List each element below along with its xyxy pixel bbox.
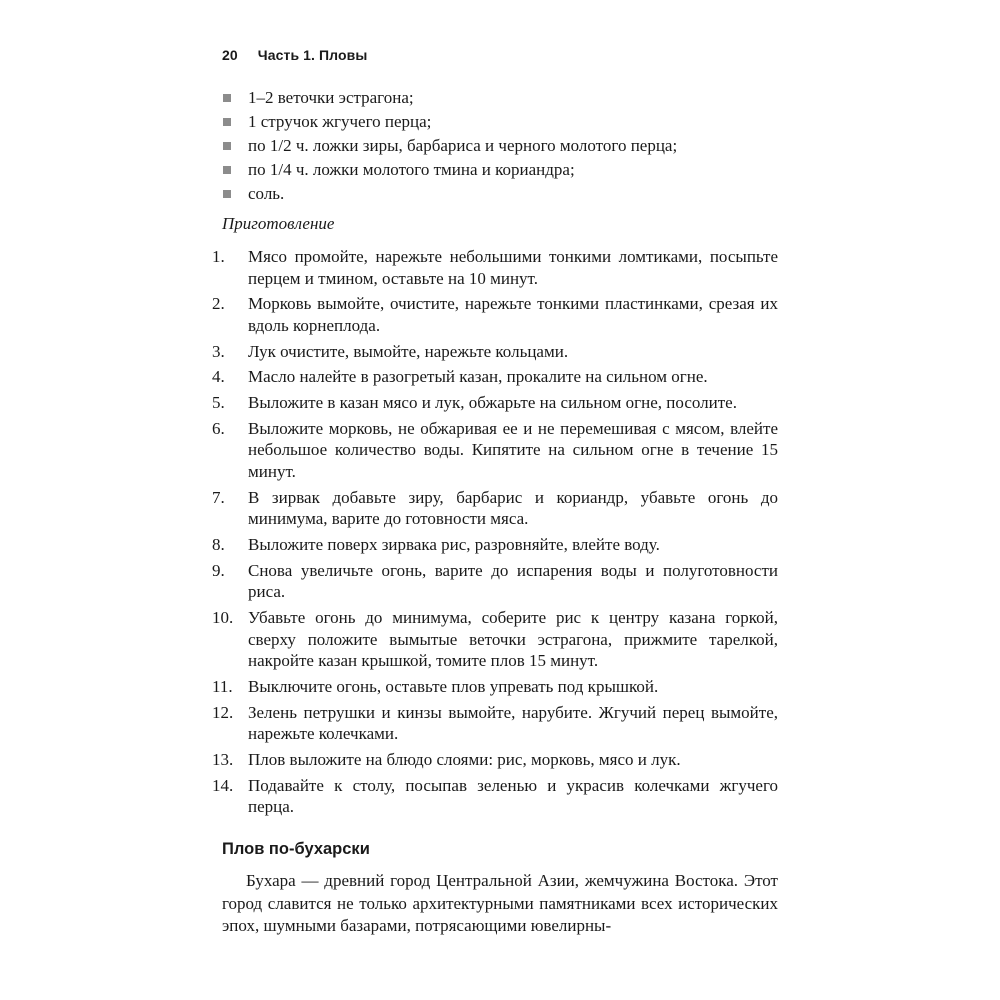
section-paragraph: Бухара — древний город Центральной Азии, жемчужина Востока. Этот город славится не только архитектурными памятниками всех исторических эпох, шумными базарами, потрясающими ювелирны- — [222, 871, 778, 935]
ingredient-item: соль. — [222, 182, 782, 206]
step-text: Выложите поверх зирвака рис, разровняйте, влейте воду. — [248, 535, 660, 555]
step-text: В зирвак добавьте зиру, барбарис и кориандр, убавьте огонь до минимума, варите до готовности мяса. — [248, 487, 778, 529]
step-text: Снова увеличьте огонь, варите до испарения воды и полуготовности риса. — [248, 560, 778, 602]
step-item — [212, 487, 778, 530]
bullet-square-icon — [223, 94, 231, 102]
step-text: Выложите морковь, не обжаривая ее и не перемешивая с мясом, влейте небольшое количество воды. Кипятите на сильном огне в течение 15 минут. — [248, 418, 778, 481]
bullet-square-icon — [223, 190, 231, 198]
step-text: Лук очистите, вымойте, нарежьте кольцами. — [248, 341, 569, 361]
ingredient-item: 1–2 веточки эстрагона; — [222, 86, 782, 110]
ingredient-list — [222, 86, 782, 206]
step-text: Подавайте к столу, посыпав зеленью и украсив колечками жгучего перца. — [248, 775, 778, 817]
step-number: 10. — [212, 608, 234, 628]
step-text: Мясо промойте, нарежьте небольшими тонкими ломтиками, посыпьте перцем и тмином, оставьте на 10 минут. — [248, 247, 778, 288]
bullet-square-icon — [223, 166, 231, 174]
bullet-square-icon — [223, 118, 231, 126]
step-text: Выложите в казан мясо и лук, обжарьте на сильном огне, посолите. — [248, 393, 737, 413]
step-item — [212, 418, 778, 483]
step-item — [212, 293, 778, 336]
preparation-heading: Приготовление — [222, 214, 335, 233]
step-item — [212, 366, 778, 388]
step-number: 2. — [212, 294, 225, 314]
ingredient-item: по 1/2 ч. ложки зиры, барбариса и черного молотого перца; — [222, 134, 782, 158]
ingredient-item: по 1/4 ч. ложки молотого тмина и кориандра; — [222, 158, 782, 182]
step-number: 5. — [212, 393, 225, 413]
step-text: Плов выложите на блюдо слоями: рис, морковь, мясо и лук. — [248, 750, 681, 770]
bullet-square-icon — [223, 142, 231, 150]
ingredient-item: 1 стручок жгучего перца; — [222, 110, 782, 134]
running-title: Часть 1. Пловы — [257, 47, 368, 63]
step-text: Зелень петрушки и кинзы вымойте, нарубите. Жгучий перец вымойте, нарежьте колечками. — [248, 702, 778, 744]
step-item — [212, 749, 778, 771]
step-text: Масло налейте в разогретый казан, прокалите на сильном огне. — [248, 367, 708, 387]
step-item — [212, 676, 778, 698]
preparation-steps — [212, 246, 778, 822]
step-number: 3. — [212, 341, 225, 361]
section-title: Плов по-бухарски — [222, 840, 370, 858]
step-number: 13. — [212, 750, 234, 770]
step-number: 4. — [212, 367, 225, 387]
running-header — [222, 47, 367, 63]
step-number: 1. — [212, 247, 225, 266]
step-item — [212, 560, 778, 603]
step-text: Выключите огонь, оставьте плов упревать под крышкой. — [248, 676, 659, 696]
step-number: 7. — [212, 487, 225, 507]
step-text: Морковь вымойте, очистите, нарежьте тонкими пластинками, срезая их вдоль корнеплода. — [248, 294, 778, 335]
step-text: Убавьте огонь до минимума, соберите рис к центру казана горкой, сверху положите вымытые веточки эстрагона, прижмите тарелкой, накройте казан крышкой, томите плов 15 минут. — [248, 608, 778, 671]
step-number: 12. — [212, 702, 234, 722]
step-number: 11. — [212, 676, 233, 696]
step-item — [212, 702, 778, 745]
step-item — [212, 534, 778, 556]
step-number: 8. — [212, 535, 225, 555]
step-item — [212, 392, 778, 414]
page-number: 20 — [222, 47, 238, 63]
step-item — [212, 341, 778, 363]
step-number: 14. — [212, 775, 234, 795]
step-number: 9. — [212, 560, 225, 580]
step-item — [212, 775, 778, 818]
step-item — [212, 607, 778, 672]
step-item — [212, 246, 778, 289]
step-number: 6. — [212, 418, 225, 438]
